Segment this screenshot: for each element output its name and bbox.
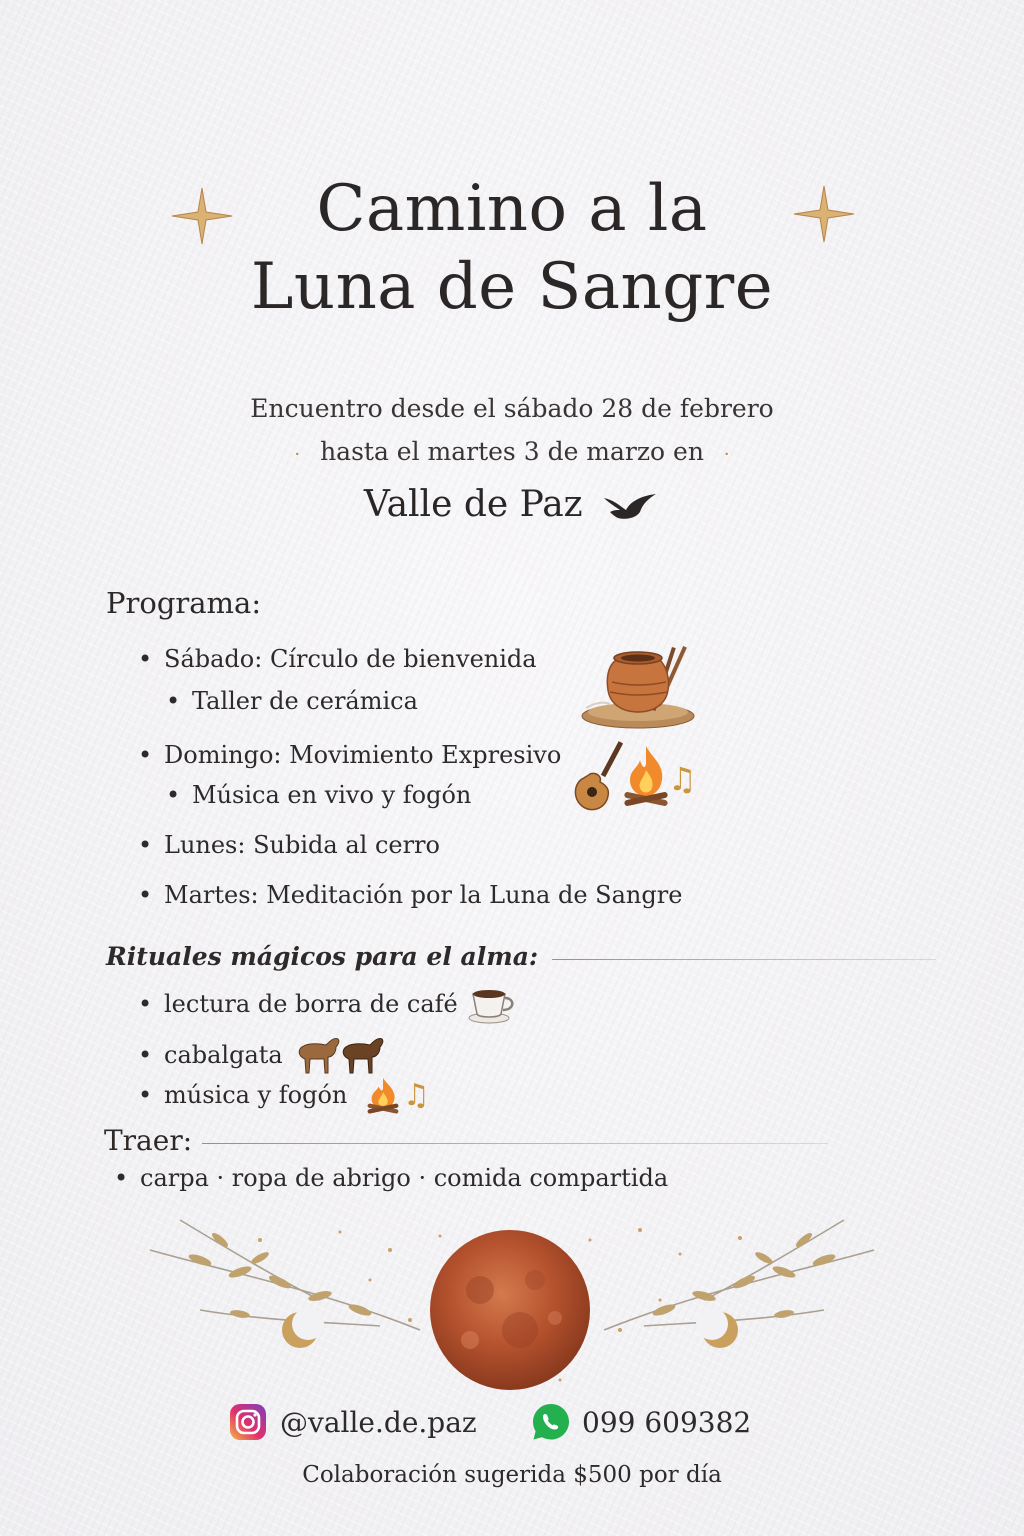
intro-line-2-text: hasta el martes 3 de marzo en — [320, 437, 704, 466]
moon-ornament — [140, 1210, 884, 1400]
list-item-text: Música en vivo y fogón — [192, 781, 472, 809]
collaboration-note: Colaboración sugerida $500 por día — [302, 1462, 722, 1488]
title-line-1: Camino a la — [316, 172, 708, 246]
bullet: • — [138, 1041, 153, 1069]
dot-right: · — [723, 444, 730, 465]
campfire-icon — [618, 740, 674, 810]
intro-line-1: Encuentro desde el sábado 28 de febrero — [250, 394, 774, 423]
dove-icon — [600, 490, 660, 524]
list-item-text: Taller de cerámica — [192, 687, 418, 715]
title-line-2: Luna de Sangre — [250, 250, 774, 324]
bullet: • — [114, 1164, 129, 1192]
divider — [202, 1143, 828, 1144]
list-item — [138, 881, 682, 909]
instagram-link[interactable] — [228, 1402, 477, 1442]
crescent-moon-icon — [696, 1308, 738, 1348]
whatsapp-link[interactable] — [530, 1402, 751, 1442]
divider — [552, 959, 936, 960]
list-item — [138, 1031, 390, 1077]
programa-title: Programa: — [106, 586, 262, 620]
bullet: • — [138, 741, 153, 769]
list-item — [138, 645, 537, 673]
bullet: • — [166, 781, 181, 809]
list-item-text: Domingo: Movimiento Expresivo — [164, 741, 562, 769]
dot-left: · — [294, 444, 301, 465]
whatsapp-icon — [530, 1401, 572, 1443]
blood-moon-icon — [430, 1230, 590, 1390]
list-item-text: cabalgata — [164, 1041, 283, 1069]
music-note-icon: ♫ — [403, 1078, 430, 1113]
list-item-text: Sábado: Círculo de bienvenida — [164, 645, 537, 673]
instagram-icon — [228, 1402, 268, 1442]
traer-list — [114, 1164, 668, 1192]
list-item-text: Martes: Meditación por la Luna de Sangre — [164, 881, 683, 909]
intro-line-2 — [0, 437, 1024, 466]
bullet: • — [138, 881, 153, 909]
music-note-icon: ♫ — [668, 760, 697, 798]
bullet: • — [138, 1081, 153, 1109]
bullet: • — [166, 687, 181, 715]
list-item — [138, 741, 561, 769]
phone-number: 099 609382 — [582, 1405, 752, 1439]
list-item-text: música y fogón — [164, 1081, 348, 1109]
bullet: • — [138, 645, 153, 673]
horse-icon — [294, 1031, 390, 1077]
place-name: Valle de Paz — [363, 484, 583, 525]
place-line — [0, 484, 1024, 525]
rituales-title: Rituales mágicos para el alma: — [106, 942, 539, 971]
list-item — [166, 687, 418, 715]
bullet: • — [138, 990, 153, 1018]
page-title — [0, 172, 1024, 324]
list-item — [138, 986, 517, 1024]
traer-title: Traer: — [104, 1124, 193, 1157]
bullet: • — [138, 831, 153, 859]
instagram-handle: @valle.de.paz — [280, 1405, 477, 1439]
list-item-text: lectura de borra de café — [164, 990, 458, 1018]
list-item — [138, 1075, 430, 1115]
list-item — [166, 781, 471, 809]
clay-pot-icon — [576, 638, 700, 734]
list-item-text: Lunes: Subida al cerro — [164, 831, 440, 859]
coffee-cup-icon — [467, 986, 517, 1024]
crescent-moon-icon — [282, 1308, 324, 1348]
campfire-icon — [363, 1075, 403, 1115]
traer-text: carpa · ropa de abrigo · comida compartida — [140, 1164, 669, 1192]
list-item — [138, 831, 440, 859]
